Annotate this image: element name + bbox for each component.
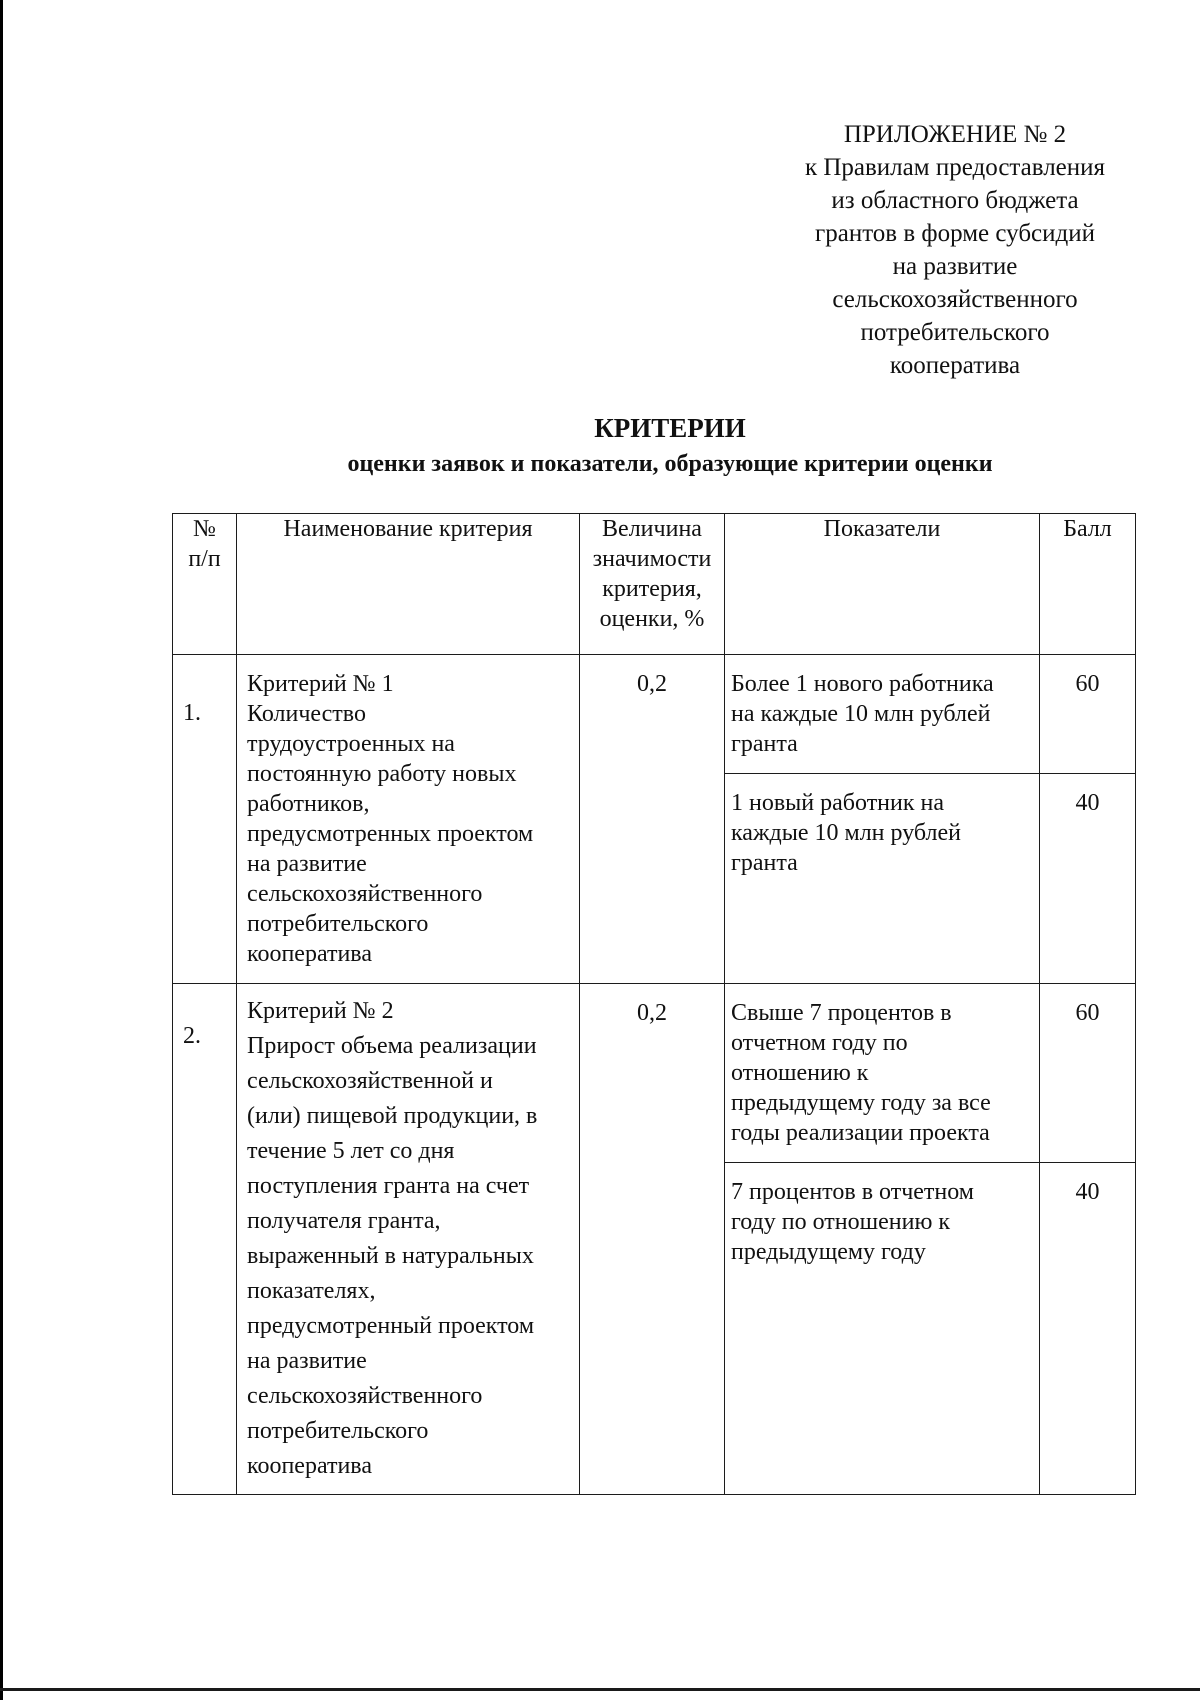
- indicator-line: предыдущему году: [731, 1239, 926, 1265]
- criterion-name-line: на развитие: [247, 1348, 367, 1374]
- appendix-line: ПРИЛОЖЕНИЕ № 2: [843, 121, 1067, 148]
- indicator-line: на каждые 10 млн рублей: [731, 701, 991, 727]
- criterion-name-line: предусмотренный проектом: [247, 1313, 535, 1339]
- criterion-name-line: течение 5 лет со дня: [247, 1138, 455, 1164]
- indicator-text: [725, 984, 1040, 1163]
- appendix-line: грантов в форме субсидий: [814, 220, 1096, 247]
- criterion-name-line: поступления гранта на счет: [247, 1173, 530, 1199]
- criterion-name-line: Критерий № 1: [247, 671, 394, 697]
- indicator-score: 60: [1040, 984, 1136, 1163]
- indicator-text: [725, 655, 1040, 774]
- criterion-name-line: Критерий № 2: [247, 998, 394, 1024]
- header-name: Наименование критерия: [237, 514, 580, 655]
- indicator-text: [725, 1163, 1040, 1495]
- indicator-line: Свыше 7 процентов в: [731, 1000, 952, 1026]
- criterion-name: [237, 984, 580, 1495]
- criterion-name-line: сельскохозяйственной и: [247, 1068, 493, 1094]
- table-row: [173, 655, 1136, 774]
- criterion-weight: 0,2: [580, 655, 725, 984]
- header-value-line: критерия,: [602, 576, 702, 602]
- header-number-line: №: [193, 516, 216, 542]
- table-header-row: [173, 514, 1136, 655]
- criterion-name-line: Количество: [247, 701, 366, 727]
- criterion-name-line: работников,: [247, 791, 370, 817]
- criterion-name-line: показателях,: [247, 1278, 376, 1304]
- appendix-line: сельскохозяйственного: [832, 286, 1078, 313]
- indicator-line: гранта: [731, 850, 798, 876]
- indicator-line: отчетном году по: [731, 1030, 908, 1056]
- table-row: [173, 984, 1136, 1163]
- indicator-line: отношению к: [731, 1060, 869, 1086]
- document-title: КРИТЕРИИ: [594, 413, 746, 443]
- scan-left-edge: [0, 0, 3, 1700]
- criterion-name-line: предусмотренных проектом: [247, 821, 534, 847]
- appendix-line: на развитие: [892, 253, 1018, 280]
- criterion-name-line: кооператива: [247, 1453, 372, 1479]
- indicator-line: 1 новый работник на: [731, 790, 945, 816]
- header-number: [173, 514, 237, 655]
- header-value-line: Величина: [602, 516, 702, 542]
- indicator-line: годы реализации проекта: [731, 1120, 990, 1146]
- appendix-line: потребительского: [860, 319, 1050, 346]
- criterion-name-line: кооператива: [247, 941, 372, 967]
- appendix-heading: [700, 118, 1200, 382]
- indicator-line: гранта: [731, 731, 798, 757]
- indicator-line: каждые 10 млн рублей: [731, 820, 961, 846]
- header-value-line: оценки, %: [599, 606, 705, 632]
- document-subtitle: оценки заявок и показатели, образующие критерии оценки: [347, 451, 993, 477]
- indicator-line: году по отношению к: [731, 1209, 951, 1235]
- indicator-line: Более 1 нового работника: [731, 671, 994, 697]
- indicator-line: предыдущему году за все: [731, 1090, 991, 1116]
- row-number: 1.: [173, 655, 237, 984]
- header-value: [580, 514, 725, 655]
- indicator-line: 7 процентов в отчетном: [731, 1179, 974, 1205]
- criterion-name-line: сельскохозяйственного: [247, 881, 483, 907]
- criterion-name-line: постоянную работу новых: [247, 761, 517, 787]
- header-indicators: Показатели: [725, 514, 1040, 655]
- criterion-name-line: трудоустроенных на: [247, 731, 455, 757]
- criterion-name-line: на развитие: [247, 851, 367, 877]
- header-number-line: п/п: [188, 546, 221, 572]
- header-value-line: значимости: [592, 546, 712, 572]
- criterion-name: [237, 655, 580, 984]
- criterion-name-line: потребительского: [247, 911, 429, 937]
- criterion-name-line: (или) пищевой продукции, в: [247, 1103, 538, 1129]
- criterion-name-line: получателя гранта,: [247, 1208, 441, 1234]
- criterion-name-line: выраженный в натуральных: [247, 1243, 534, 1269]
- indicator-score: 60: [1040, 655, 1136, 774]
- header-score: Балл: [1040, 514, 1136, 655]
- indicator-text: [725, 774, 1040, 984]
- indicator-score: 40: [1040, 1163, 1136, 1495]
- appendix-line: к Правилам предоставления: [804, 154, 1106, 181]
- criterion-name-line: Прирост объема реализации: [247, 1033, 537, 1059]
- scan-bottom-edge: [0, 1688, 1200, 1691]
- criterion-weight: 0,2: [580, 984, 725, 1495]
- row-number: 2.: [173, 984, 237, 1495]
- appendix-line: кооператива: [889, 352, 1021, 379]
- criteria-table: [172, 513, 1136, 1495]
- criterion-name-line: потребительского: [247, 1418, 429, 1444]
- indicator-score: 40: [1040, 774, 1136, 984]
- criterion-name-line: сельскохозяйственного: [247, 1383, 483, 1409]
- appendix-line: из областного бюджета: [831, 187, 1079, 214]
